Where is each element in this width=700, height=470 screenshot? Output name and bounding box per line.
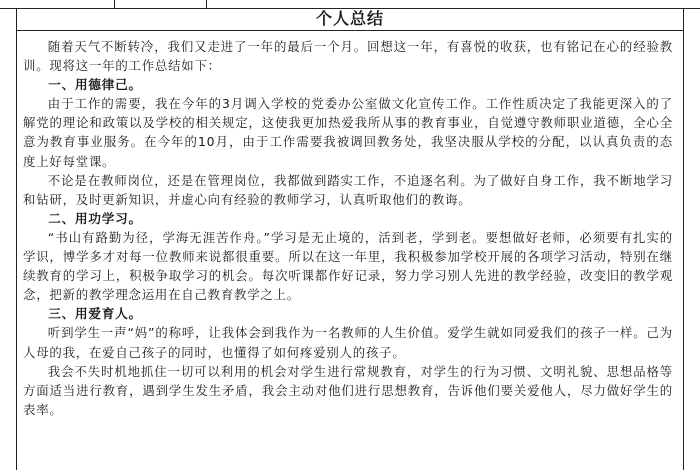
body-paragraph: 由于工作的需要，我在今年的3月调入学校的党委办公室做文化宣传工作。工作性质决定了我能更深入的了解党的理论和政策以及学校的相关规定，这使我更加热爱我所从事的教育事业，自觉遵守教师职业道德，全心全意为教育事业服务。在今年的10月，由于工作需要我被调回教务处，我坚决服从学校的分配，以认真负责的态度上好每堂课。 — [23, 96, 673, 169]
document-body — [17, 31, 683, 419]
table-frame — [16, 8, 684, 470]
section-heading: 二、用功学习。 — [48, 210, 142, 226]
body-paragraph: 听到学生一声“妈”的称呼，让我体会到我作为一名教师的人生价值。爱学生就如同爱我们的孩子一样。己为人母的我，在爱自己孩子的同时，也懂得了如何疼爱别人的孩子。 — [23, 325, 673, 360]
top-table-cell — [114, 0, 207, 8]
body-paragraph: 不论是在教师岗位，还是在管理岗位，我都做到踏实工作，不追逐名利。为了做好自身工作，我不断地学习和钻研，及时更新知识，并虚心向有经验的教师学习，认真听取他们的教诲。 — [23, 172, 673, 207]
section-heading: 一、用德律己。 — [48, 77, 142, 93]
section-heading: 三、用爱育人。 — [48, 306, 142, 322]
document-title: 个人总结 — [17, 8, 683, 31]
body-paragraph: “书山有路勤为径，学海无涯苦作舟。”学习是无止境的，活到老，学到老。要想做好老师，必须要有扎实的学识，博学多才对每一位教师来说都很重要。所以在这一年里，我积极参加学校开展的各项学习活动，特别在继续教育的学习上，积极争取学习的机会。每次听课都作好记录，努力学习别人先进的教学经验，改变旧的教学观念，把新的教学理念运用在自己教育教学之上。 — [23, 229, 673, 303]
top-table-cell — [0, 0, 115, 8]
body-paragraph: 我会不失时机地抓住一切可以利用的机会对学生进行常规教育，对学生的行为习惯、文明礼貌、思想品格等方面适当进行教育，遇到学生发生矛盾，我会主动对他们进行思想教育，告诉他们要关爱他人，尽力做好学生的表率。 — [23, 363, 673, 417]
intro-paragraph: 随着天气不断转冷，我们又走进了一年的最后一个月。回想这一年，有喜悦的收获，也有铭记在心的经验教训。现将这一年的工作总结如下： — [23, 39, 673, 74]
